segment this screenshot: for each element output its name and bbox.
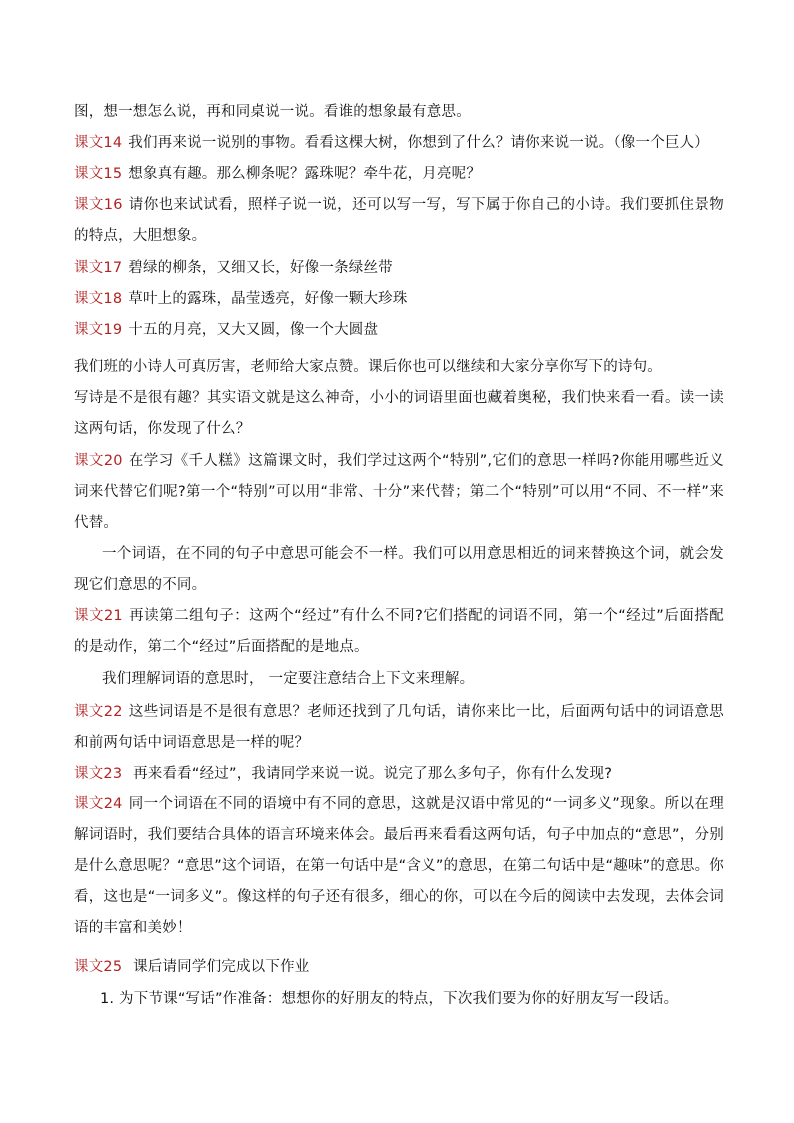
paragraph-text: 再读第二组句子：这两个“经过”有什么不同?它们搭配的词语不同，第一个“经过”后面搭配的是动作，第二个“经过”后面搭配的是地点。 bbox=[74, 608, 724, 655]
kewen-label: 课文20 bbox=[74, 453, 123, 469]
kewen-label: 课文15 bbox=[74, 166, 123, 182]
paragraph-text: 想象真有趣。那么柳条呢？露珠呢？牵牛花，月亮呢？ bbox=[128, 166, 482, 182]
paragraph-text: 写诗是不是很有趣？其实语文就是这么神奇，小小的词语里面也藏着奥秘，我们快来看一看。读一读这两句话，你发现了什么？ bbox=[74, 390, 724, 437]
kewen-label: 课文22 bbox=[74, 704, 123, 720]
paragraph-context-tip bbox=[74, 664, 724, 695]
paragraph-kewen-24 bbox=[74, 789, 724, 944]
kewen-label: 课文16 bbox=[74, 197, 123, 213]
paragraph-kewen-22 bbox=[74, 697, 724, 759]
paragraph-text: 十五的月亮，又大又圆，像一个大圆盘 bbox=[128, 322, 379, 338]
kewen-label: 课文23 bbox=[74, 766, 123, 782]
paragraph-text: 我们班的小诗人可真厉害，老师给大家点赞。课后你也可以继续和大家分享你写下的诗句。 bbox=[74, 359, 662, 375]
paragraph-text: 同一个词语在不同的语境中有不同的意思，这就是汉语中常见的“一词多义”现象。所以在理解词语时，我们要结合具体的语言环境来体会。最后再来看看这两句话，句子中加点的“意思”，分别是什么意思呢？“意思”这个词语，在第一句话中是“含义”的意思，在第二句话中是“趣味”的意思。你看，这也是“一词多义”。像这样的句子还有很多，细心的你，可以在今后的阅读中去发现，去体会词语的丰富和美妙！ bbox=[74, 796, 724, 936]
paragraph-kewen-19 bbox=[74, 315, 724, 346]
paragraph-text: 这些词语是不是很有意思？老师还找到了几句话，请你来比一比，后面两句话中的词语意思和前两句话中词语意思是一样的呢？ bbox=[74, 704, 724, 751]
paragraph-poetry-fun bbox=[74, 383, 724, 445]
paragraph-kewen-15 bbox=[74, 159, 724, 190]
paragraph-kewen-21 bbox=[74, 601, 724, 663]
paragraph-intro-continuation bbox=[74, 97, 724, 128]
paragraph-word-meaning bbox=[74, 539, 724, 601]
kewen-label: 课文25 bbox=[74, 959, 123, 975]
paragraph-kewen-20 bbox=[74, 446, 724, 539]
paragraph-text: 我们理解词语的意思时， 一定要注意结合上下文来理解。 bbox=[102, 671, 475, 687]
paragraph-text: 我们再来说一说别的事物。看看这棵大树，你想到了什么？请你来说一说。（像一个巨人） bbox=[128, 135, 710, 151]
paragraph-text: 课后请同学们完成以下作业 bbox=[128, 959, 310, 975]
kewen-label: 课文24 bbox=[74, 796, 123, 812]
paragraph-text: 1. 为下节课“写话”作准备：想想你的好朋友的特点，下次我们要为你的好朋友写一段话。 bbox=[100, 991, 679, 1007]
paragraph-kewen-16 bbox=[74, 190, 724, 252]
kewen-label: 课文14 bbox=[74, 135, 123, 151]
paragraph-praise bbox=[74, 352, 724, 383]
homework-item-1 bbox=[100, 984, 730, 1015]
paragraph-kewen-14 bbox=[74, 128, 724, 159]
paragraph-text: 在学习《千人糕》这篇课文时，我们学过这两个“特别”,它们的意思一样吗?你能用哪些近义词来代替它们呢?第一个“特别”可以用“非常、十分”来代替；第二个“特别”可以用“不同、不一样”来代替。 bbox=[74, 453, 724, 531]
kewen-label: 课文19 bbox=[74, 322, 123, 338]
paragraph-text: 碧绿的柳条，又细又长，好像一条绿丝带 bbox=[128, 260, 393, 276]
paragraph-text: 图，想一想怎么说，再和同桌说一说。看谁的想象最有意思。 bbox=[74, 104, 471, 120]
paragraph-text: 再来看看“经过”，我请同学来说一说。说完了那么多句子，你有什么发现? bbox=[128, 766, 613, 782]
paragraph-text: 草叶上的露珠，晶莹透亮，好像一颗大珍珠 bbox=[128, 291, 408, 307]
paragraph-kewen-25 bbox=[74, 952, 724, 983]
paragraph-text: 请你也来试试看，照样子说一说，还可以写一写，写下属于你自己的小诗。我们要抓住景物的特点，大胆想象。 bbox=[74, 197, 724, 244]
paragraph-kewen-18 bbox=[74, 284, 724, 315]
kewen-label: 课文17 bbox=[74, 260, 123, 276]
paragraph-kewen-17 bbox=[74, 253, 724, 284]
paragraph-kewen-23 bbox=[74, 759, 724, 790]
kewen-label: 课文21 bbox=[74, 608, 123, 624]
paragraph-text: 一个词语，在不同的句子中意思可能会不一样。我们可以用意思相近的词来替换这个词，就会发现它们意思的不同。 bbox=[74, 546, 724, 593]
kewen-label: 课文18 bbox=[74, 291, 123, 307]
